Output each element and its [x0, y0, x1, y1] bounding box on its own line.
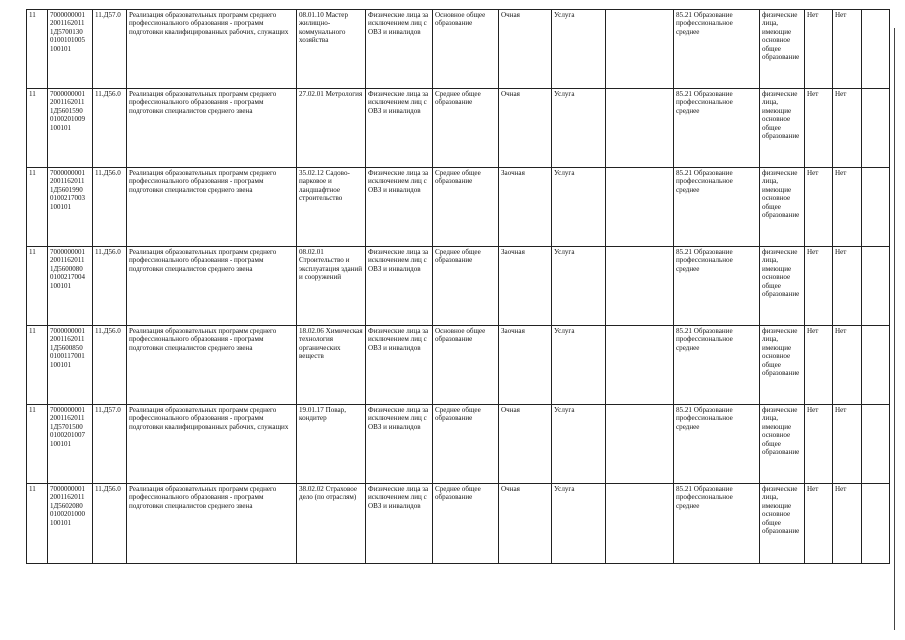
service-kind-cell: Услуга: [552, 484, 606, 564]
registry-code-cell: 7000000001 2001162011 1Д5602080 0100201000 100101: [48, 484, 93, 564]
empty-cell: [606, 405, 674, 484]
row-number-cell: 11: [27, 247, 48, 326]
consumer-category-cell: Физические лица за исключением лиц с ОВЗ и инвалидов: [366, 247, 433, 326]
recipients-cell: физические лица, имеющие основное общее образование: [760, 89, 805, 168]
scan-edge-line: [894, 28, 895, 630]
service-kind-cell: Услуга: [552, 168, 606, 247]
recipients-cell: физические лица, имеющие основное общее образование: [760, 10, 805, 89]
program-name-cell: Реализация образовательных программ среднего профессионального образования - программ подготовки специалистов среднего звена: [127, 326, 297, 405]
service-code-cell: 11.Д56.0: [93, 168, 127, 247]
registry-code-cell: 7000000001 2001162011 1Д5601590 0100201009 100101: [48, 89, 93, 168]
service-code-cell: 11.Д56.0: [93, 326, 127, 405]
registry-code-cell: 7000000001 2001162011 1Д5601990 0100217003 100101: [48, 168, 93, 247]
okved-cell: 85.21 Образование профессиональное среднее: [674, 247, 760, 326]
service-kind-cell: Услуга: [552, 10, 606, 89]
row-number-cell: 11: [27, 89, 48, 168]
program-name-cell: Реализация образовательных программ среднего профессионального образования - программ подготовки специалистов среднего звена: [127, 89, 297, 168]
empty-cell: [606, 168, 674, 247]
flag-cell: Нет: [833, 405, 862, 484]
program-name-cell: Реализация образовательных программ среднего профессионального образования - программ подготовки квалифицированных рабочих, служащих: [127, 405, 297, 484]
service-code-cell: 11.Д56.0: [93, 484, 127, 564]
base-education-cell: Среднее общее образование: [433, 484, 499, 564]
recipients-cell: физические лица, имеющие основное общее образование: [760, 405, 805, 484]
empty-cell: [606, 89, 674, 168]
service-kind-cell: Услуга: [552, 247, 606, 326]
program-name-cell: Реализация образовательных программ среднего профессионального образования - программ подготовки квалифицированных рабочих, служащих: [127, 10, 297, 89]
study-form-cell: Заочная: [499, 326, 552, 405]
service-kind-cell: Услуга: [552, 326, 606, 405]
study-form-cell: Заочная: [499, 247, 552, 326]
okved-cell: 85.21 Образование профессиональное среднее: [674, 326, 760, 405]
registry-code-cell: 7000000001 2001162011 1Д5701500 0100201007 100101: [48, 405, 93, 484]
service-kind-cell: Услуга: [552, 405, 606, 484]
service-kind-cell: Услуга: [552, 89, 606, 168]
study-form-cell: Очная: [499, 10, 552, 89]
specialty-cell: 27.02.01 Метрология: [297, 89, 366, 168]
registry-code-cell: 7000000001 2001162011 1Д5700130 0100101005 100101: [48, 10, 93, 89]
registry-code-cell: 7000000001 2001162011 1Д5600850 0100117001 100101: [48, 326, 93, 405]
service-code-cell: 11.Д57.0: [93, 10, 127, 89]
service-code-cell: 11.Д56.0: [93, 89, 127, 168]
flag-cell: Нет: [805, 247, 833, 326]
empty-cell: [606, 326, 674, 405]
okved-cell: 85.21 Образование профессиональное среднее: [674, 168, 760, 247]
base-education-cell: Основное общее образование: [433, 326, 499, 405]
consumer-category-cell: Физические лица за исключением лиц с ОВЗ и инвалидов: [366, 89, 433, 168]
flag-cell: Нет: [833, 247, 862, 326]
study-form-cell: Очная: [499, 484, 552, 564]
empty-cell: [862, 247, 890, 326]
recipients-cell: физические лица, имеющие основное общее образование: [760, 326, 805, 405]
flag-cell: Нет: [805, 405, 833, 484]
flag-cell: Нет: [833, 89, 862, 168]
recipients-cell: физические лица, имеющие основное общее образование: [760, 247, 805, 326]
empty-cell: [862, 326, 890, 405]
specialty-cell: 38.02.02 Страховое дело (по отраслям): [297, 484, 366, 564]
empty-cell: [606, 247, 674, 326]
study-form-cell: Очная: [499, 405, 552, 484]
row-number-cell: 11: [27, 168, 48, 247]
row-number-cell: 11: [27, 326, 48, 405]
row-number-cell: 11: [27, 10, 48, 89]
empty-cell: [862, 10, 890, 89]
flag-cell: Нет: [805, 89, 833, 168]
registry-code-cell: 7000000001 2001162011 1Д5600080 0100217004 100101: [48, 247, 93, 326]
flag-cell: Нет: [833, 484, 862, 564]
document-sheet: [26, 9, 870, 564]
consumer-category-cell: Физические лица за исключением лиц с ОВЗ и инвалидов: [366, 326, 433, 405]
empty-cell: [862, 89, 890, 168]
base-education-cell: Среднее общее образование: [433, 168, 499, 247]
consumer-category-cell: Физические лица за исключением лиц с ОВЗ и инвалидов: [366, 484, 433, 564]
specialty-cell: 08.01.10 Мастер жилищно-коммунального хозяйства: [297, 10, 366, 89]
recipients-cell: физические лица, имеющие основное общее образование: [760, 168, 805, 247]
flag-cell: Нет: [805, 10, 833, 89]
base-education-cell: Основное общее образование: [433, 10, 499, 89]
consumer-category-cell: Физические лица за исключением лиц с ОВЗ и инвалидов: [366, 10, 433, 89]
specialty-cell: 18.02.06 Химическая технология органических веществ: [297, 326, 366, 405]
consumer-category-cell: Физические лица за исключением лиц с ОВЗ и инвалидов: [366, 405, 433, 484]
base-education-cell: Среднее общее образование: [433, 405, 499, 484]
flag-cell: Нет: [833, 326, 862, 405]
empty-cell: [862, 484, 890, 564]
program-name-cell: Реализация образовательных программ среднего профессионального образования - программ подготовки специалистов среднего звена: [127, 168, 297, 247]
flag-cell: Нет: [833, 168, 862, 247]
okved-cell: 85.21 Образование профессиональное среднее: [674, 405, 760, 484]
row-number-cell: 11: [27, 405, 48, 484]
flag-cell: Нет: [805, 326, 833, 405]
empty-cell: [606, 484, 674, 564]
specialty-cell: 08.02.01 Строительство и эксплуатация зданий и сооружений: [297, 247, 366, 326]
table-row: [27, 405, 890, 484]
consumer-category-cell: Физические лица за исключением лиц с ОВЗ и инвалидов: [366, 168, 433, 247]
okved-cell: 85.21 Образование профессиональное среднее: [674, 484, 760, 564]
okved-cell: 85.21 Образование профессиональное среднее: [674, 10, 760, 89]
flag-cell: Нет: [805, 484, 833, 564]
base-education-cell: Среднее общее образование: [433, 247, 499, 326]
flag-cell: Нет: [805, 168, 833, 247]
empty-cell: [862, 405, 890, 484]
service-code-cell: 11.Д57.0: [93, 405, 127, 484]
study-form-cell: Заочная: [499, 168, 552, 247]
empty-cell: [606, 10, 674, 89]
table-row: [27, 168, 890, 247]
table-row: [27, 326, 890, 405]
table-body: [27, 10, 890, 564]
table-row: [27, 247, 890, 326]
row-number-cell: 11: [27, 484, 48, 564]
empty-cell: [862, 168, 890, 247]
table-row: [27, 484, 890, 564]
service-registry-table: [26, 9, 890, 564]
recipients-cell: физические лица, имеющие основное общее образование: [760, 484, 805, 564]
service-code-cell: 11.Д56.0: [93, 247, 127, 326]
specialty-cell: 19.01.17 Повар, кондитер: [297, 405, 366, 484]
okved-cell: 85.21 Образование профессиональное среднее: [674, 89, 760, 168]
program-name-cell: Реализация образовательных программ среднего профессионального образования - программ подготовки специалистов среднего звена: [127, 247, 297, 326]
specialty-cell: 35.02.12 Садово-парковое и ландшафтное строительство: [297, 168, 366, 247]
program-name-cell: Реализация образовательных программ среднего профессионального образования - программ подготовки специалистов среднего звена: [127, 484, 297, 564]
flag-cell: Нет: [833, 10, 862, 89]
study-form-cell: Очная: [499, 89, 552, 168]
table-row: [27, 89, 890, 168]
table-row: [27, 10, 890, 89]
base-education-cell: Среднее общее образование: [433, 89, 499, 168]
